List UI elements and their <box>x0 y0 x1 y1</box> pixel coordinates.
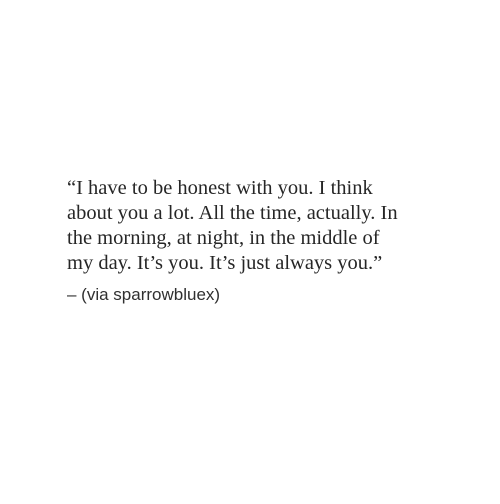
quote-line: “I have to be honest with you. I think <box>67 177 373 199</box>
quote-block <box>67 176 487 306</box>
quote-attribution: – (via sparrowbluex) <box>67 285 221 304</box>
quote-text <box>67 176 487 276</box>
quote-line: the morning, at night, in the middle of <box>67 227 380 249</box>
quote-line: about you a lot. All the time, actually. In <box>67 202 398 224</box>
quote-line: my day. It’s you. It’s just always you.” <box>67 252 383 274</box>
